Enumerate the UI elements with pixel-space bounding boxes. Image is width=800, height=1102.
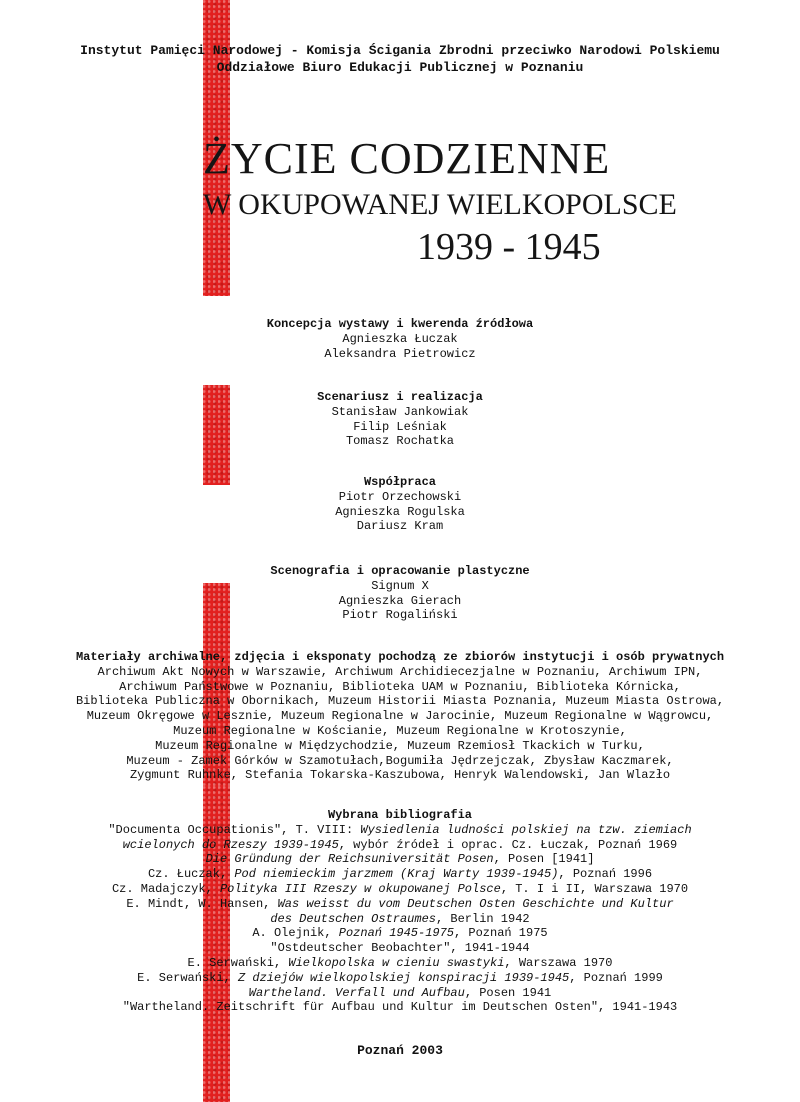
materials-heading: Materiały archiwalne, zdjęcia i eksponaty pochodzą ze zbiorów instytucji i osób prywatnych	[75, 650, 725, 664]
entry-text: , Poznań 1996	[558, 867, 653, 882]
materials-line: Zygmunt Ruhnke, Stefania Tokarska-Kaszubowa, Henryk Walendowski, Jan Wlazło	[129, 768, 671, 783]
title-line-2: W OKUPOWANEJ WIELKOPOLSCE	[203, 188, 677, 221]
bibliography-entry	[0, 852, 800, 867]
entry-title: Poznań 1945-1975	[338, 926, 454, 941]
entry-text: , Poznań 1999	[569, 970, 663, 985]
bibliography-section	[0, 808, 800, 1015]
bibliography-entry	[0, 1000, 800, 1015]
bibliography-heading: Wybrana bibliografia	[327, 808, 473, 822]
entry-author: Cz. Łuczak,	[147, 867, 235, 882]
header-line-1: Instytut Pamięci Narodowej - Komisja Ścigania Zbrodni przeciwko Narodowi Polskiemu	[80, 43, 720, 58]
title-years: 1939 - 1945	[417, 226, 601, 268]
credits-name: Agnieszka Łuczak	[342, 331, 458, 346]
institution-header	[0, 42, 800, 76]
entry-title: des Deutschen Ostraumes	[270, 911, 436, 926]
credits-concept	[0, 317, 800, 361]
entry-title: Z dziejów wielkopolskiej konspiracji 1939-1945	[237, 970, 570, 985]
credits-name: Filip Leśniak	[353, 419, 447, 434]
entry-text: "Ostdeutscher Beobachter", 1941-1944	[270, 941, 530, 956]
entry-text: , Poznań 1975	[454, 926, 548, 941]
materials-line: Muzeum - Zamek Górków w Szamotułach,Bogumiła Jędrzejczak, Zbysław Kaczmarek,	[126, 753, 674, 768]
bibliography-entry	[0, 882, 800, 897]
materials-line: Muzeum Regionalne w Międzychodzie, Muzeum Rzemiosł Tkackich w Turku,	[155, 738, 645, 753]
materials-line: Muzeum Okręgowe w Lesznie, Muzeum Regionalne w Jarocinie, Muzeum Regionalne w Wągrowcu,	[86, 709, 714, 724]
credits-heading: Scenografia i opracowanie plastyczne	[270, 564, 530, 578]
bibliography-entry	[0, 823, 800, 838]
materials-section	[0, 650, 800, 783]
credits-name: Agnieszka Rogulska	[335, 504, 465, 519]
credits-name: Stanisław Jankowiak	[331, 404, 469, 419]
entry-title: wcielonych do Rzeszy 1939-1945	[122, 837, 339, 852]
entry-title: Wartheland. Verfall und Aufbau	[248, 985, 465, 1000]
bibliography-entry	[0, 971, 800, 986]
credits-heading: Scenariusz i realizacja	[317, 390, 483, 404]
header-line-2: Oddziałowe Biuro Edukacji Publicznej w Poznaniu	[216, 60, 584, 75]
title-line-1: ŻYCIE CODZIENNE	[203, 134, 611, 183]
entry-author: E. Serwański,	[137, 970, 238, 985]
credits-name: Piotr Orzechowski	[338, 489, 462, 504]
credits-name: Dariusz Kram	[356, 519, 444, 534]
bibliography-entry	[0, 956, 800, 971]
materials-line: Archiwum Państwowe w Poznaniu, Biblioteka UAM w Poznaniu, Biblioteka Kórnicka,	[119, 679, 681, 694]
entry-author: Cz. Madajczyk,	[111, 881, 220, 896]
entry-title: Die Gründung der Reichsuniversität Posen	[205, 852, 494, 867]
entry-title: Was weisst du vom Deutschen Osten Geschichte und Kultur	[277, 896, 674, 911]
credits-scenario	[0, 390, 800, 449]
entry-text: , T. I i II, Warszawa 1970	[500, 881, 689, 896]
bibliography-entry	[0, 912, 800, 927]
entry-text: , Posen 1941	[464, 985, 552, 1000]
bibliography-entry	[0, 867, 800, 882]
entry-title: Polityka III Rzeszy w okupowanej Polsce	[219, 881, 501, 896]
entry-text: "Documenta Occupationis", T. VIII:	[108, 822, 361, 837]
bibliography-entry	[0, 926, 800, 941]
bibliography-entry	[0, 941, 800, 956]
bibliography-entry	[0, 897, 800, 912]
credits-name: Agnieszka Gierach	[338, 593, 462, 608]
bibliography-entry	[0, 986, 800, 1001]
entry-title: Pod niemieckim jarzmem (Kraj Warty 1939-1945)	[234, 867, 559, 882]
bibliography-entry	[0, 838, 800, 853]
entry-text: "Wartheland. Zeitschrift für Aufbau und Kultur im Deutschen Osten", 1941-1943	[122, 1000, 678, 1015]
entry-title: Wielkopolska w cieniu swastyki	[288, 955, 505, 970]
credits-heading: Współpraca	[363, 475, 436, 489]
entry-text: , Berlin 1942	[436, 911, 530, 926]
credits-name: Piotr Rogaliński	[342, 608, 458, 623]
materials-line: Muzeum Regionalne w Kościanie, Muzeum Regionalne w Krotoszynie,	[173, 723, 627, 738]
entry-author: E. Serwański,	[187, 955, 289, 970]
credits-cooperation	[0, 475, 800, 534]
entry-text: , wybór źródeł i oprac. Cz. Łuczak, Poznań 1969	[338, 837, 678, 852]
materials-line: Archiwum Akt Nowych w Warszawie, Archiwum Archidiecezjalne w Poznaniu, Archiwum IPN,	[97, 664, 703, 679]
entry-text: , Posen [1941]	[493, 852, 595, 867]
credits-name: Aleksandra Pietrowicz	[324, 346, 476, 361]
credits-name: Tomasz Rochatka	[345, 434, 455, 449]
credits-heading: Koncepcja wystawy i kwerenda źródłowa	[266, 317, 534, 331]
entry-title: Wysiedlenia ludności polskiej na tzw. ziemiach	[360, 822, 692, 837]
entry-text: , Warszawa 1970	[504, 955, 613, 970]
credits-name: Signum X	[371, 578, 429, 593]
entry-author: E. Mindt, W. Hansen,	[126, 896, 278, 911]
materials-line: Biblioteka Publiczna w Obornikach, Muzeum Historii Miasta Poznania, Muzeum Miasta Ostrowa,	[75, 694, 725, 709]
entry-author: A. Olejnik,	[252, 926, 339, 941]
footer-place-date: Poznań 2003	[357, 1043, 443, 1058]
credits-scenography	[0, 564, 800, 623]
